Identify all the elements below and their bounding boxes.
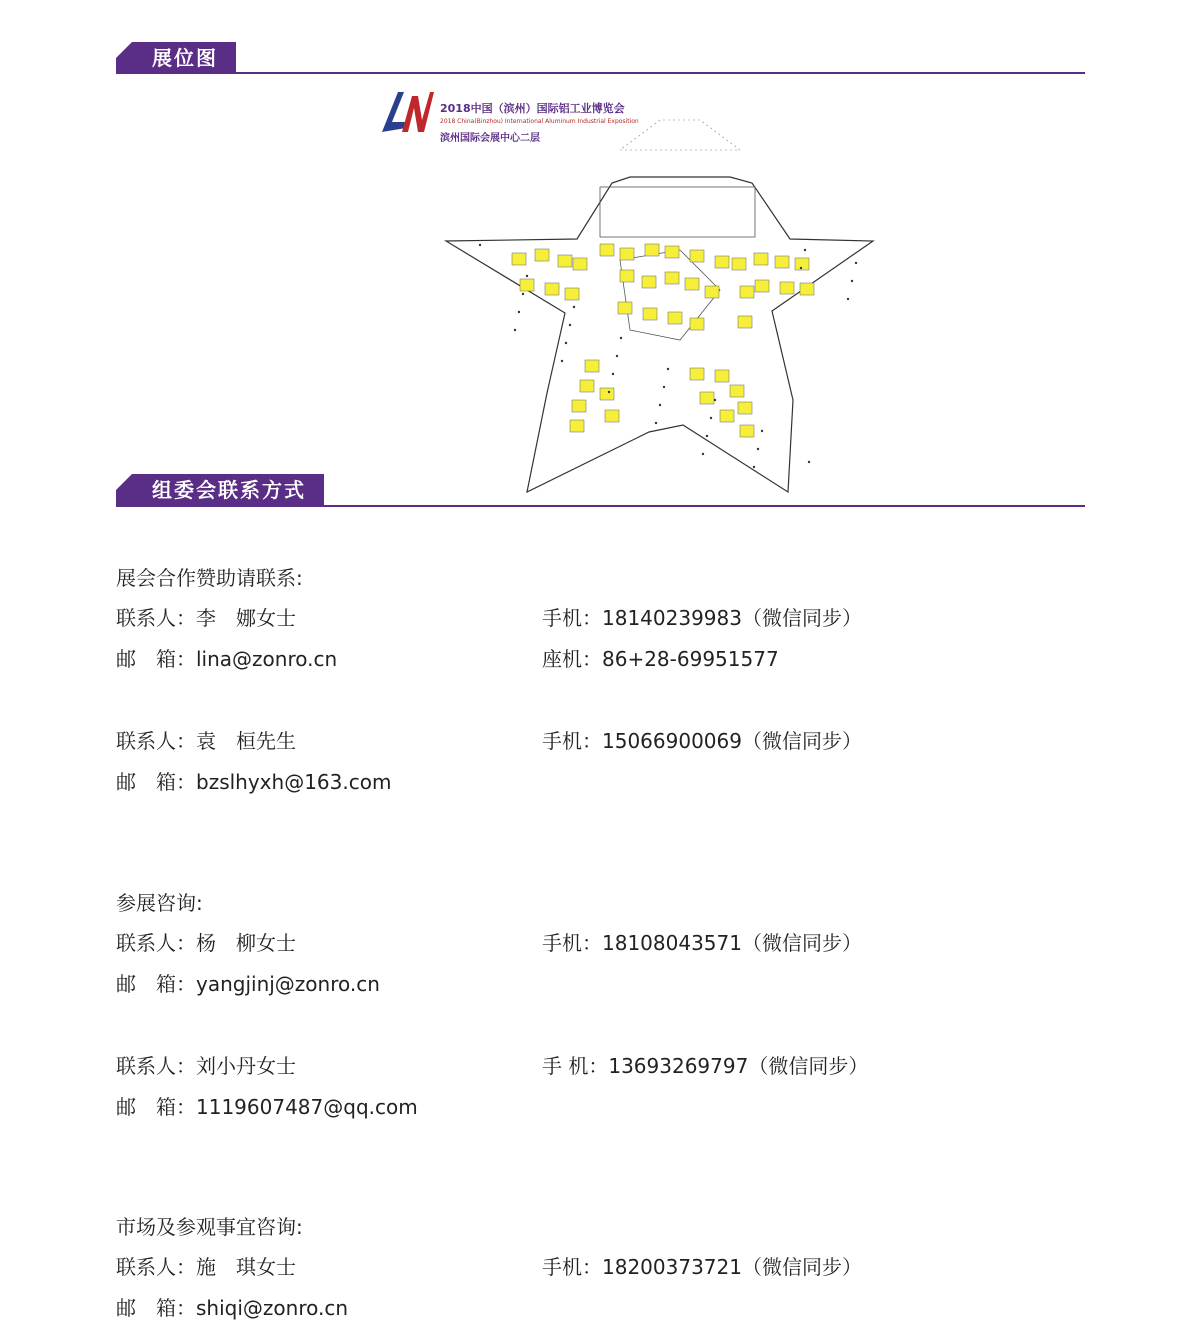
booth-block <box>668 312 682 324</box>
booth-block <box>600 388 614 400</box>
booth-block <box>690 318 704 330</box>
contact-section-tab <box>116 474 324 506</box>
contact-row <box>116 721 1085 762</box>
contact-group-visitor <box>116 1207 1085 1329</box>
contact-phone[interactable]: 手 机：13693269797（微信同步） <box>542 1054 869 1078</box>
contact-group-exhibitor <box>116 883 1085 1005</box>
column-dot <box>800 267 802 269</box>
column-dot <box>526 275 528 277</box>
booth-block <box>545 283 559 295</box>
booth-block <box>732 258 746 270</box>
column-dot <box>804 249 806 251</box>
contact-email[interactable]: 邮 箱：yangjinj@zonro.cn <box>116 972 380 996</box>
floor-plan-title <box>440 100 639 144</box>
column-dot <box>479 244 481 246</box>
group-heading-text: 市场及参观事宜咨询: <box>116 1215 303 1239</box>
booth-block <box>645 244 659 256</box>
booth-block <box>690 368 704 380</box>
column-dot <box>616 355 618 357</box>
booth-block <box>775 256 789 268</box>
contact-section-divider <box>116 505 1085 507</box>
contact-entry <box>116 721 1085 803</box>
contact-phone[interactable]: 手机：18140239983（微信同步） <box>542 606 862 630</box>
contact-row <box>116 1288 1085 1329</box>
booth-block <box>572 400 586 412</box>
contact-entry <box>116 1046 1085 1128</box>
booth-block <box>605 410 619 422</box>
booth-block <box>690 250 704 262</box>
booth-block <box>715 256 729 268</box>
booth-block <box>643 308 657 320</box>
booth-block <box>642 276 656 288</box>
expo-logo-icon <box>378 86 436 144</box>
contact-row <box>116 598 1085 639</box>
contact-row <box>116 639 1085 680</box>
booth-block <box>780 282 794 294</box>
booth-block <box>738 402 752 414</box>
contact-name: 联系人：李 娜女士 <box>116 606 296 630</box>
booth-block <box>535 249 549 261</box>
booth-block <box>740 425 754 437</box>
contact-row <box>116 923 1085 964</box>
column-dot <box>655 422 657 424</box>
booth-block <box>573 258 587 270</box>
group-heading-text: 展会合作赞助请联系: <box>116 566 303 590</box>
booth-map-section-divider <box>116 72 1085 74</box>
column-dot <box>702 453 704 455</box>
booth-block <box>618 302 632 314</box>
booth-block <box>620 270 634 282</box>
expo-title-cn: 2018中国（滨州）国际铝工业博览会 <box>440 102 625 115</box>
booth-block <box>512 253 526 265</box>
booth-block <box>754 253 768 265</box>
booth-block <box>800 283 814 295</box>
booth-block <box>600 244 614 256</box>
contact-phone[interactable]: 手机：15066900069（微信同步） <box>542 729 862 753</box>
venue-name: 滨州国际会展中心二层 <box>440 133 540 144</box>
contact-row <box>116 964 1085 1005</box>
booth-block <box>620 248 634 260</box>
booth-block <box>565 288 579 300</box>
contact-phone[interactable]: 手机：18200373721（微信同步） <box>542 1255 862 1279</box>
contact-name: 联系人：刘小丹女士 <box>116 1054 296 1078</box>
column-dot <box>851 280 853 282</box>
booth-block <box>740 286 754 298</box>
contact-name: 联系人：施 琪女士 <box>116 1255 296 1279</box>
column-dot <box>757 448 759 450</box>
column-dot <box>753 466 755 468</box>
column-dot <box>561 360 563 362</box>
column-dot <box>608 391 610 393</box>
group-heading <box>116 1207 1085 1247</box>
column-dot <box>714 399 716 401</box>
contact-name: 联系人：杨 柳女士 <box>116 931 296 955</box>
group-heading <box>116 558 1085 598</box>
booth-block <box>738 316 752 328</box>
column-dot <box>706 435 708 437</box>
column-dot <box>514 329 516 331</box>
column-dot <box>659 404 661 406</box>
booth-block <box>580 380 594 392</box>
booth-map-section-title: 展位图 <box>152 46 218 70</box>
booth-block <box>700 392 714 404</box>
booth-block <box>685 278 699 290</box>
booth-block <box>705 286 719 298</box>
contact-group-sponsorship <box>116 558 1085 680</box>
booth-block <box>570 420 584 432</box>
booth-block <box>715 370 729 382</box>
column-dot <box>808 461 810 463</box>
contact-phone[interactable]: 手机：18108043571（微信同步） <box>542 931 862 955</box>
column-dot <box>565 342 567 344</box>
column-dot <box>663 386 665 388</box>
booth-block <box>520 279 534 291</box>
booth-block <box>665 272 679 284</box>
column-dot <box>518 311 520 313</box>
column-dot <box>573 306 575 308</box>
column-dot <box>620 337 622 339</box>
contact-email[interactable]: 邮 箱：bzslhyxh@163.com <box>116 770 392 794</box>
booth-block <box>755 280 769 292</box>
contact-row <box>116 1046 1085 1087</box>
column-dot <box>847 298 849 300</box>
booth-block <box>558 255 572 267</box>
contact-row <box>116 1247 1085 1288</box>
booth-block <box>720 410 734 422</box>
column-dot <box>761 430 763 432</box>
column-dot <box>569 324 571 326</box>
contact-name: 联系人：袁 桓先生 <box>116 729 296 753</box>
booth-map-section-tab <box>116 42 236 74</box>
contact-email[interactable]: 邮 箱：1119607487@qq.com <box>116 1095 418 1119</box>
column-dot <box>855 262 857 264</box>
contact-email[interactable]: 邮 箱：shiqi@zonro.cn <box>116 1296 349 1320</box>
expo-title-en: 2018 China(Binzhou) International Aluminum Industrial Exposition <box>440 118 639 125</box>
column-dot <box>612 373 614 375</box>
column-dot <box>522 293 524 295</box>
booth-floor-plan <box>360 80 980 500</box>
star-outline <box>446 177 873 492</box>
contact-row <box>116 1087 1085 1128</box>
group-heading <box>116 883 1085 923</box>
booth-block <box>585 360 599 372</box>
contact-email[interactable]: 邮 箱：lina@zonro.cn <box>116 647 338 671</box>
contact-landline[interactable]: 座机：86+28-69951577 <box>542 647 779 671</box>
booth-block <box>730 385 744 397</box>
contact-section-title: 组委会联系方式 <box>152 478 306 502</box>
booth-block <box>665 246 679 258</box>
group-heading-text: 参展咨询: <box>116 891 203 915</box>
column-dot <box>710 417 712 419</box>
contact-row <box>116 762 1085 803</box>
column-dot <box>667 368 669 370</box>
